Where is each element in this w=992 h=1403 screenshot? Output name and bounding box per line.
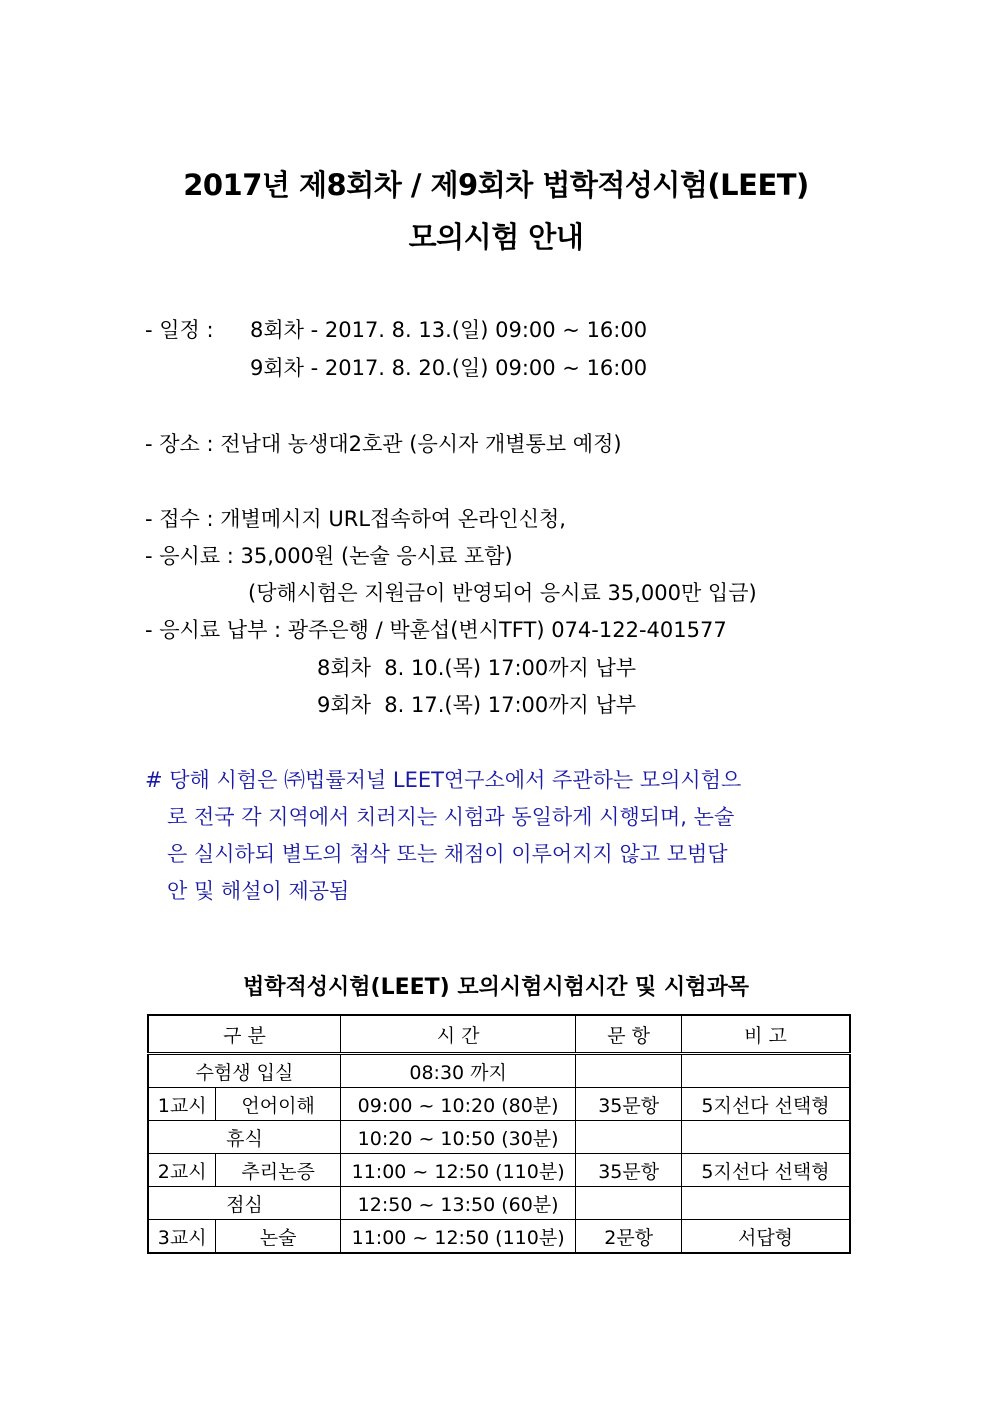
page-title: 2017년 제8회차 / 제9회차 법학적성시험(LEET) (183, 168, 809, 202)
registration: - 접수 : 개별메시지 URL접속하여 온라인신청, (145, 507, 566, 531)
table-row (148, 1054, 850, 1088)
cell-subject: 언어이해 (216, 1088, 341, 1121)
header-category: 구 분 (148, 1015, 340, 1054)
cell-note (682, 1121, 850, 1154)
header-time: 시 간 (340, 1015, 575, 1054)
header-note: 비 고 (682, 1015, 850, 1054)
cell-period: 2교시 (148, 1154, 216, 1187)
cell-subject: 휴식 (148, 1121, 340, 1154)
header-items: 문 항 (576, 1015, 682, 1054)
table-row (148, 1187, 850, 1220)
schedule-label: - 일정 : (145, 318, 214, 342)
cell-items (576, 1121, 682, 1154)
table-title: 법학적성시험(LEET) 모의시험시험시간 및 시험과목 (243, 975, 749, 1000)
cell-subject: 추리논증 (216, 1154, 341, 1187)
notice-line: 안 및 해설이 제공됨 (167, 879, 350, 903)
venue: - 장소 : 전남대 농생대2호관 (응시자 개별통보 예정) (145, 432, 622, 456)
cell-items: 35문항 (576, 1088, 682, 1121)
cell-period: 3교시 (148, 1220, 216, 1254)
table-row (148, 1088, 850, 1121)
cell-items (576, 1054, 682, 1088)
cell-note (682, 1187, 850, 1220)
cell-time: 11:00 ~ 12:50 (110분) (340, 1220, 575, 1254)
table-row (148, 1154, 850, 1187)
cell-note (682, 1054, 850, 1088)
notice-line: 로 전국 각 지역에서 치러지는 시험과 동일하게 시행되며, 논술 (167, 805, 735, 829)
cell-note: 5지선다 선택형 (682, 1154, 850, 1187)
cell-subject: 점심 (148, 1187, 340, 1220)
cell-time: 10:20 ~ 10:50 (30분) (340, 1121, 575, 1154)
cell-time: 08:30 까지 (340, 1054, 575, 1088)
cell-note: 5지선다 선택형 (682, 1088, 850, 1121)
cell-items: 35문항 (576, 1154, 682, 1187)
fee-subsidy-note: (당해시험은 지원금이 반영되어 응시료 35,000만 입금) (248, 581, 757, 605)
schedule-table (147, 1014, 851, 1254)
payment-deadline-9: 9회차 8. 17.(목) 17:00까지 납부 (317, 693, 637, 717)
cell-subject: 논술 (216, 1220, 341, 1254)
cell-time: 11:00 ~ 12:50 (110분) (340, 1154, 575, 1187)
page-subtitle: 모의시험 안내 (408, 220, 584, 254)
cell-items: 2문항 (576, 1220, 682, 1254)
cell-period: 1교시 (148, 1088, 216, 1121)
schedule-round8: 8회차 - 2017. 8. 13.(일) 09:00 ~ 16:00 (250, 318, 648, 342)
notice-line: # 당해 시험은 ㈜법률저널 LEET연구소에서 주관하는 모의시험으 (145, 768, 742, 792)
cell-items (576, 1187, 682, 1220)
cell-time: 09:00 ~ 10:20 (80분) (340, 1088, 575, 1121)
schedule-round9: 9회차 - 2017. 8. 20.(일) 09:00 ~ 16:00 (250, 356, 648, 380)
notice-line: 은 실시하되 별도의 첨삭 또는 채점이 이루어지지 않고 모범답 (167, 842, 728, 866)
table-row (148, 1121, 850, 1154)
payment-account: - 응시료 납부 : 광주은행 / 박훈섭(변시TFT) 074-122-401577 (145, 618, 727, 642)
cell-time: 12:50 ~ 13:50 (60분) (340, 1187, 575, 1220)
fee-line: - 응시료 : 35,000원 (논술 응시료 포함) (145, 544, 513, 568)
cell-note: 서답형 (682, 1220, 850, 1254)
table-row (148, 1220, 850, 1254)
cell-subject: 수험생 입실 (148, 1054, 340, 1088)
table-header-row (148, 1015, 850, 1054)
payment-deadline-8: 8회차 8. 10.(목) 17:00까지 납부 (317, 656, 637, 680)
